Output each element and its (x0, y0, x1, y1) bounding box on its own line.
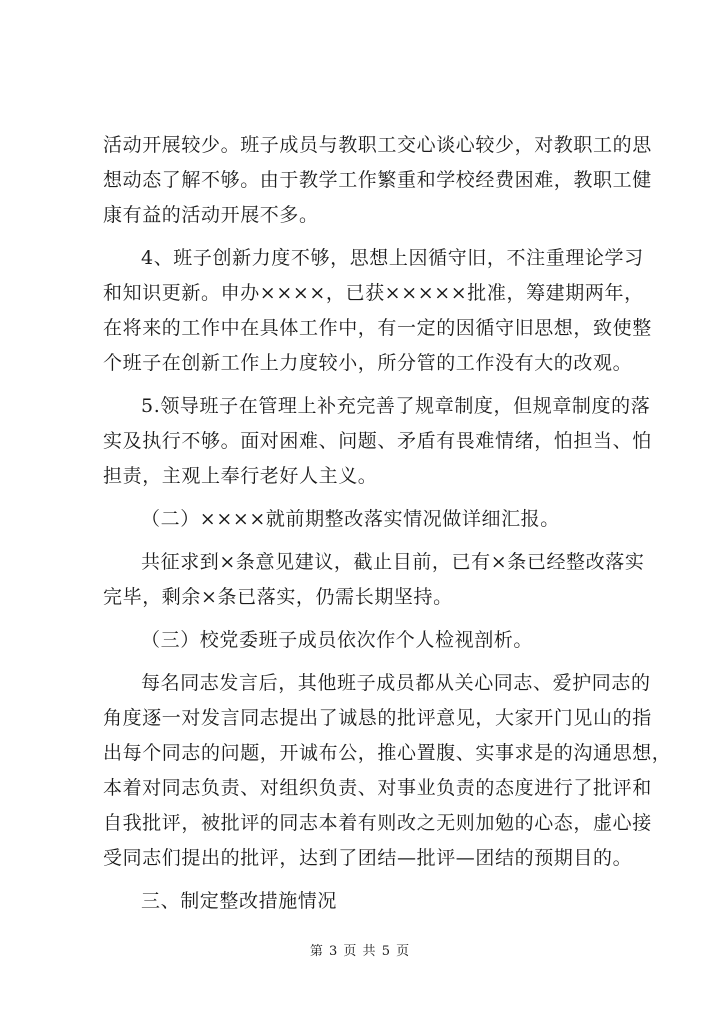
text-line: 在将来的工作中在具体工作中，有一定的因循守旧思想，致使整 (103, 317, 652, 339)
text-line: 角度逐一对发言同志提出了诚恳的批评意见，大家开门见山的指 (103, 707, 652, 729)
paragraph (103, 128, 652, 233)
text-line: 担责，主观上奉行老好人主义。 (103, 465, 378, 487)
section-heading (103, 884, 633, 919)
paragraph (103, 666, 672, 876)
text-line: 想动态了解不够。由于教学工作繁重和学校经费困难，教职工健 (103, 169, 652, 191)
text-line: 共征求到×条意见建议，截止目前，已有×条已经整改落实 (141, 551, 645, 573)
section-heading (103, 623, 633, 658)
text-line: 5.领导班子在管理上补充完善了规章制度，但规章制度的落 (141, 395, 651, 417)
section-heading (103, 502, 633, 537)
text-line: （二）××××就前期整改落实情况做详细汇报。 (141, 508, 560, 530)
paragraph (103, 241, 652, 381)
text-line: 和知识更新。申办××××，已获×××××批准，筹建期两年， (103, 282, 644, 304)
text-line: 本着对同志负责、对组织负责、对事业负责的态度进行了批评和 (103, 777, 652, 799)
text-line: 活动开展较少。班子成员与教职工交心谈心较少，对教职工的思 (103, 134, 652, 156)
text-line: 受同志们提出的批评，达到了团结—批评—团结的预期目的。 (103, 847, 633, 869)
paragraph (103, 545, 645, 615)
text-line: （三）校党委班子成员依次作个人检视剖析。 (141, 629, 534, 651)
text-line: 三、制定整改措施情况 (141, 890, 338, 912)
text-line: 康有益的活动开展不多。 (103, 204, 319, 226)
page-footer: 第 3 页 共 5 页 (309, 944, 411, 959)
text-line: 个班子在创新工作上力度较小，所分管的工作没有大的改观。 (103, 352, 633, 374)
document-body (103, 128, 672, 919)
text-line: 实及执行不够。面对困难、问题、矛盾有畏难情绪，怕担当、怕 (103, 430, 652, 452)
text-line: 4、班子创新力度不够，思想上因循守旧，不注重理论学习 (141, 247, 644, 269)
text-line: 出每个同志的问题，开诚布公，推心置腹、实事求是的沟通思想， (103, 742, 672, 764)
text-line: 自我批评，被批评的同志本着有则改之无则加勉的心态，虚心接 (103, 812, 652, 834)
paragraph (103, 389, 652, 494)
text-line: 每名同志发言后，其他班子成员都从关心同志、爱护同志的 (141, 672, 651, 694)
text-line: 完毕，剩余×条已落实，仍需长期坚持。 (103, 586, 453, 608)
